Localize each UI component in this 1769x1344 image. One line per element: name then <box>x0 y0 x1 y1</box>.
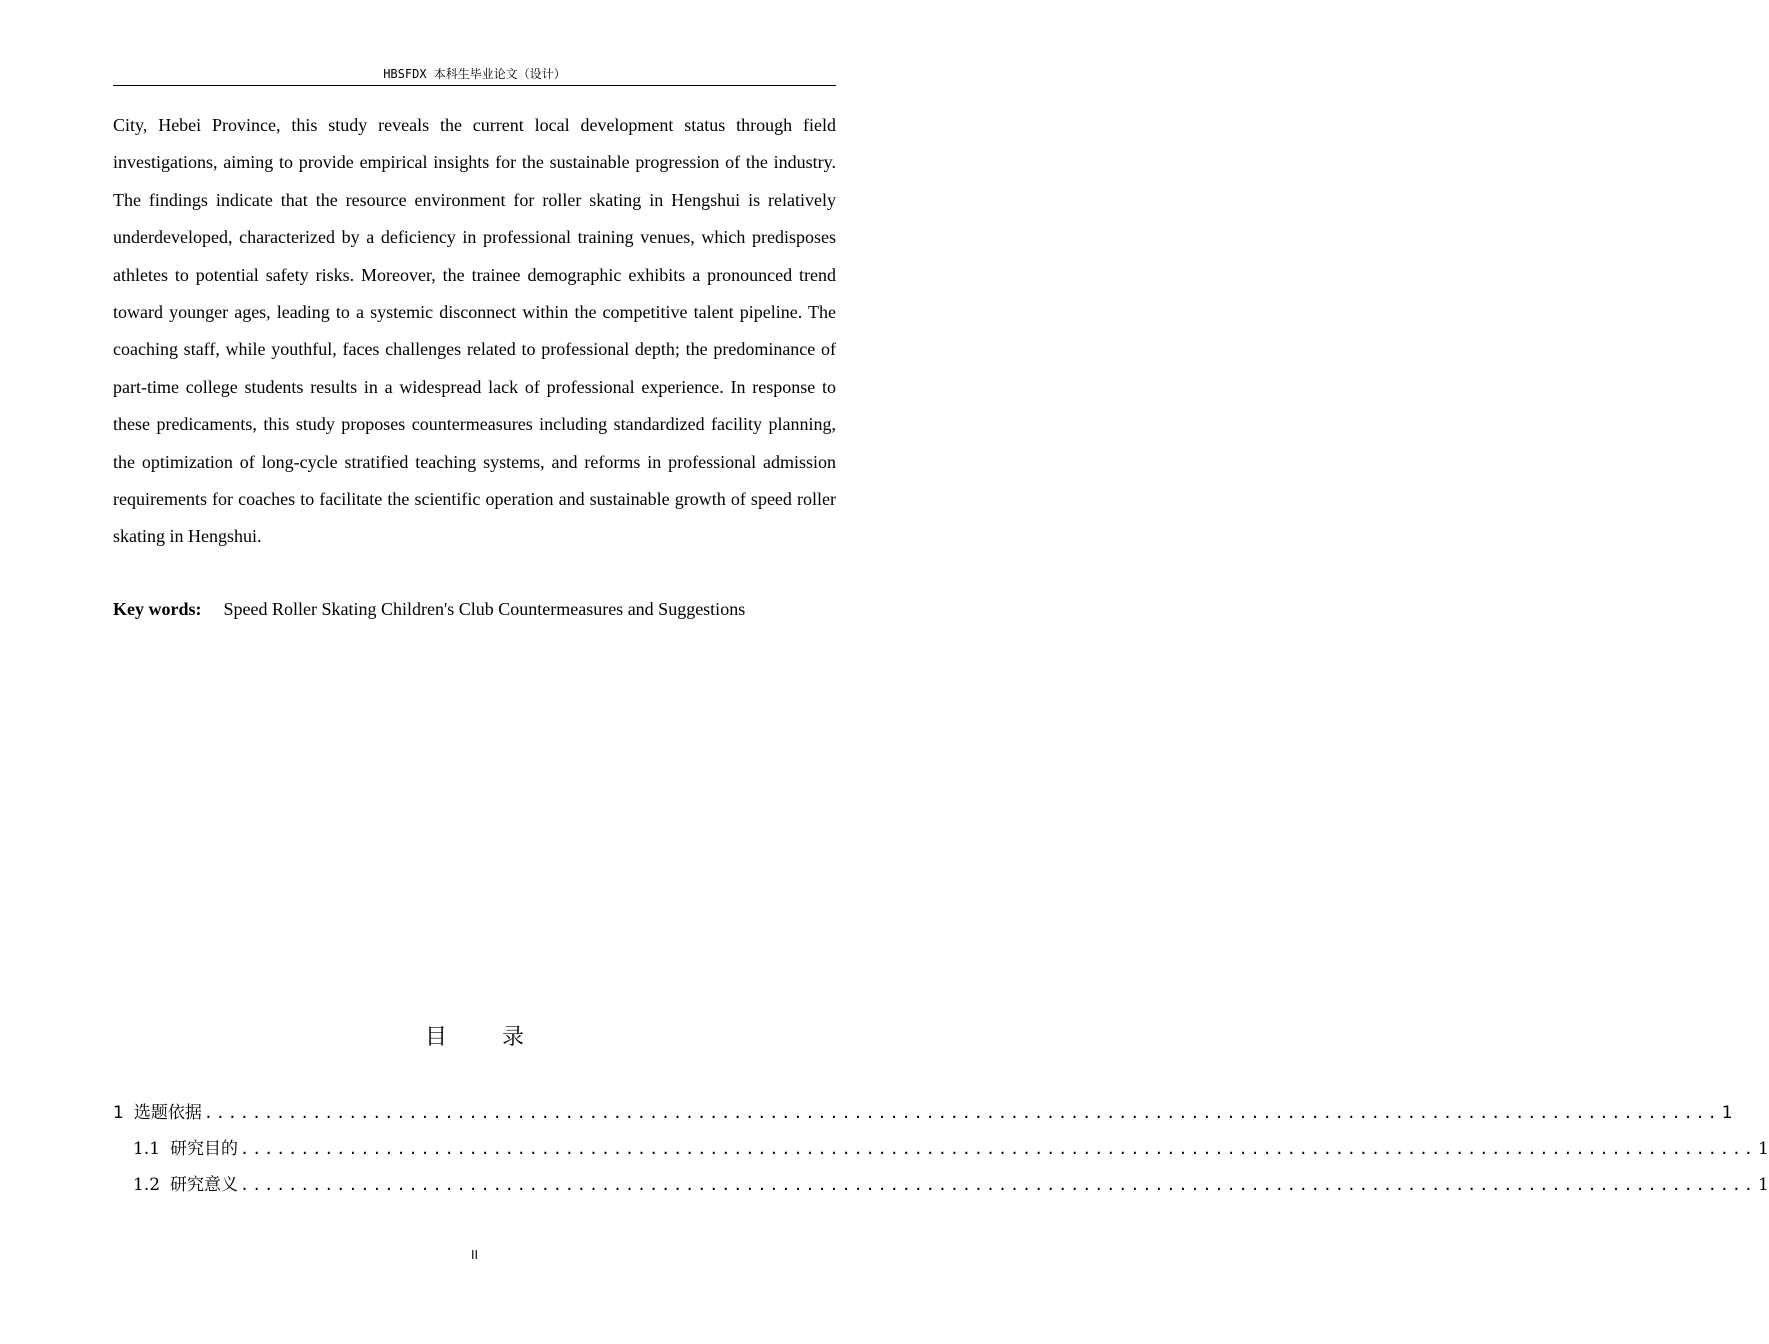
running-header: HBSFDX 本科生毕业论文（设计） <box>383 67 566 81</box>
toc-entry-number: 1 <box>113 1103 124 1123</box>
keywords-value: Speed Roller Skating Children's Club Countermeasures and Suggestions <box>223 599 746 619</box>
toc-entry-label: 研究目的 <box>170 1139 239 1159</box>
keywords-line <box>113 591 836 628</box>
keywords-label: Key words: <box>113 599 202 619</box>
toc-entry-1-2[interactable] <box>133 1172 1769 1198</box>
toc-entry-number: 1.2 <box>133 1175 161 1195</box>
toc-entry-number: 1.1 <box>133 1139 161 1159</box>
toc-entry-page: 1 <box>1757 1175 1769 1195</box>
toc-title: 目 录 <box>425 1025 548 1050</box>
toc-entry-label: 研究意义 <box>170 1175 239 1195</box>
toc-dot-leader: .............................................................................................................................. <box>240 1176 1756 1194</box>
toc-dot-leader: .............................................................................................................................. <box>240 1140 1756 1158</box>
toc-entry-label: 选题依据 <box>133 1103 202 1123</box>
toc-entry-1-1[interactable] <box>133 1136 1769 1162</box>
toc-entry-page: 1 <box>1757 1139 1769 1159</box>
header-rule <box>113 85 836 86</box>
toc-entry-1[interactable] <box>113 1100 1733 1126</box>
toc-entry-page: 1 <box>1721 1103 1733 1123</box>
page-number: II <box>470 1248 479 1262</box>
toc-dot-leader: .............................................................................................................................. <box>203 1104 1720 1122</box>
abstract-body: City, Hebei Province, this study reveals the current local development status through field investigations, aiming to provide empirical insights for the sustainable progression of the industry. The findings indicate that the resource environment for roller skating in Hengshui is relatively underdeveloped, characterized by a deficiency in professional training venues, which predisposes athletes to potential safety risks. Moreover, the trainee demographic exhibits a pronounced trend toward younger ages, leading to a systemic disconnect within the competitive talent pipeline. The coaching staff, while youthful, faces challenges related to professional depth; the predominance of part-time college students results in a widespread lack of professional experience. In response to these predicaments, this study proposes countermeasures including standardized facility planning, the optimization of long-cycle stratified teaching systems, and reforms in professional admission requirements for coaches to facilitate the scientific operation and sustainable growth of speed roller skating in Hengshui. <box>113 115 836 547</box>
